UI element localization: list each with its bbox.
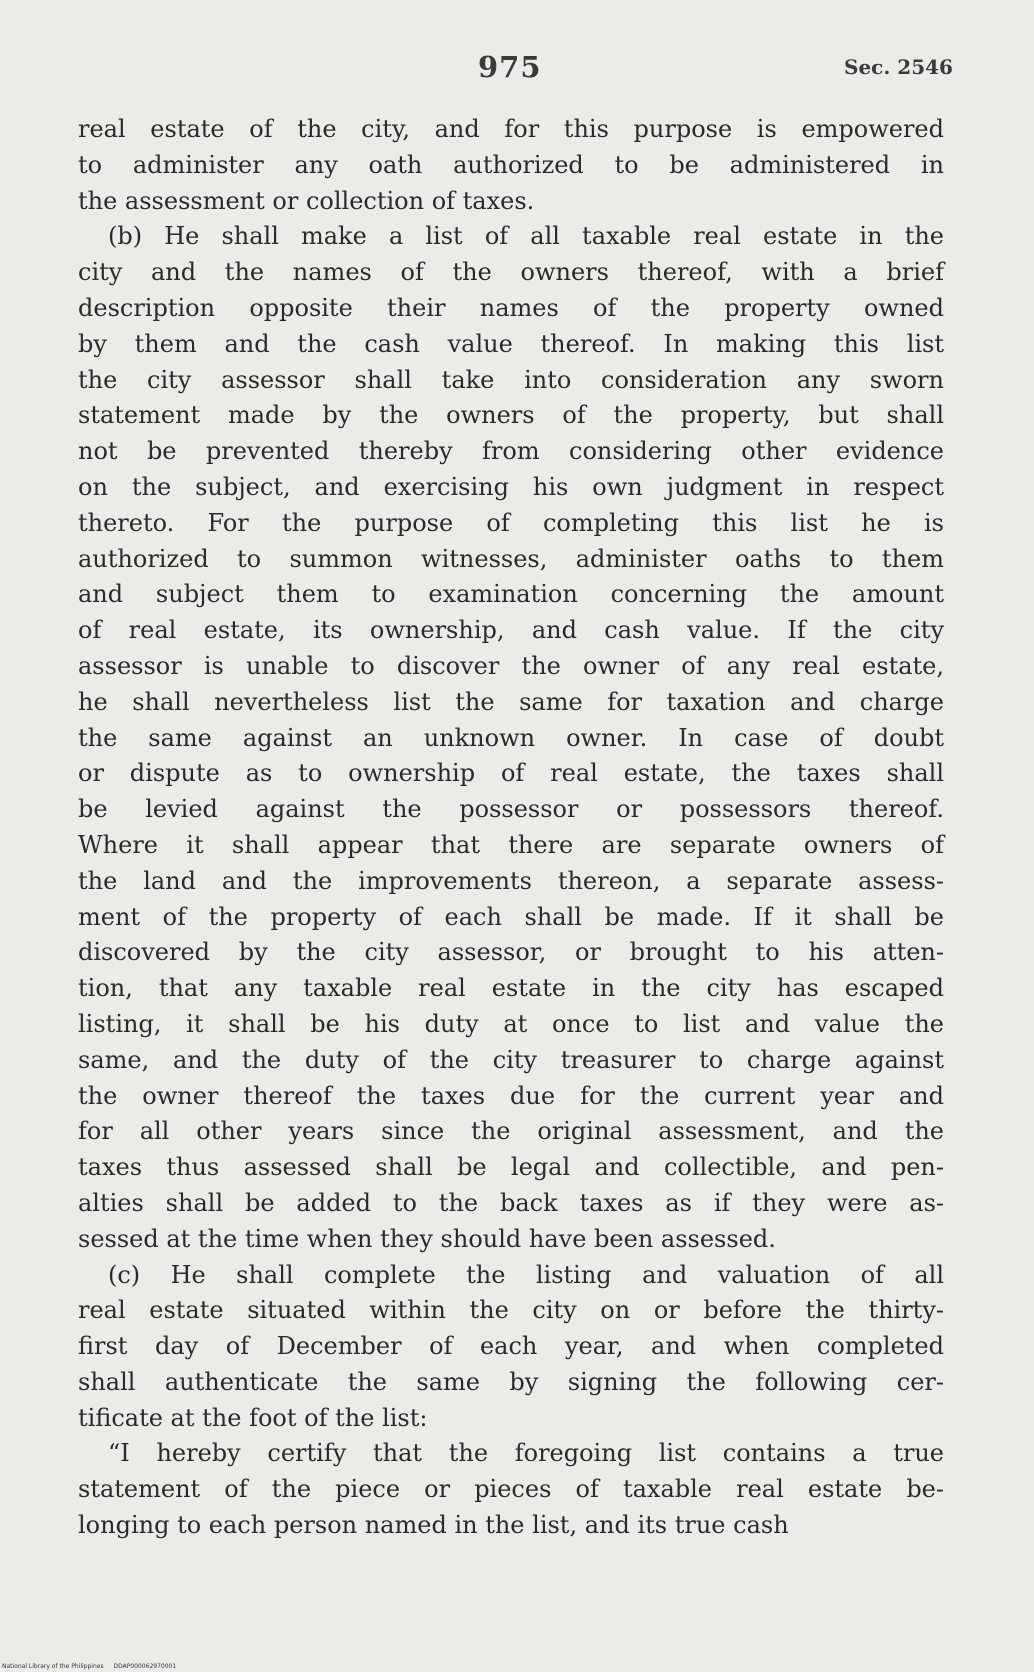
- text-line: and subject them to examination concerning the amount: [78, 580, 944, 609]
- text-line: taxes thus assessed shall be legal and collectible, and pen-: [78, 1153, 944, 1182]
- text-line: be levied against the possessor or possessors thereof.: [78, 795, 944, 824]
- text-line: real estate situated within the city on or before the thirty-: [78, 1296, 944, 1325]
- text-line: thereto. For the purpose of completing this list he is: [78, 508, 944, 537]
- text-line: the same against an unknown owner. In case of doubt: [78, 723, 944, 752]
- text-line: of real estate, its ownership, and cash value. If the city: [78, 616, 944, 645]
- text-line: he shall nevertheless list the same for taxation and charge: [78, 687, 944, 716]
- text-line: the land and the improvements thereon, a separate assess-: [78, 866, 944, 895]
- text-line: or dispute as to ownership of real estate, the taxes shall: [78, 759, 944, 788]
- page-header: [0, 50, 1034, 90]
- text-line: statement of the piece or pieces of taxable real estate be-: [78, 1475, 944, 1504]
- text-line: the city assessor shall take into consideration any sworn: [78, 365, 944, 394]
- text-line: the owner thereof the taxes due for the current year and: [78, 1081, 944, 1110]
- page-footer: [2, 1663, 176, 1670]
- text-line: assessor is unable to discover the owner of any real estate,: [78, 651, 944, 680]
- text-line: same, and the duty of the city treasurer to charge against: [78, 1045, 944, 1074]
- text-line: ment of the property of each shall be made. If it shall be: [78, 902, 944, 931]
- text-line: statement made by the owners of the property, but shall: [78, 401, 944, 430]
- text-line: (b) He shall make a list of all taxable real estate in the: [108, 222, 944, 251]
- text-line: alties shall be added to the back taxes as if they were as-: [78, 1188, 944, 1217]
- text-line: by them and the cash value thereof. In making this list: [78, 329, 944, 358]
- footer-document-id: DDAP000062970001: [113, 1663, 177, 1670]
- text-line: longing to each person named in the list, and its true cash: [78, 1511, 789, 1540]
- text-line: Where it shall appear that there are separate owners of: [78, 830, 944, 859]
- footer-institution: National Library of the Philippines: [2, 1663, 104, 1670]
- section-reference: Sec. 2546: [844, 55, 953, 79]
- text-line: shall authenticate the same by signing the following cer-: [78, 1367, 944, 1396]
- text-line: city and the names of the owners thereof, with a brief: [78, 258, 944, 287]
- text-line: discovered by the city assessor, or brought to his atten-: [78, 938, 944, 967]
- text-line: for all other years since the original assessment, and the: [78, 1117, 944, 1146]
- text-line: (c) He shall complete the listing and valuation of all: [108, 1260, 944, 1289]
- paragraph: [78, 219, 944, 1257]
- paragraph: [78, 1258, 944, 1437]
- body-text: [78, 112, 944, 1544]
- text-line: not be prevented thereby from considering other evidence: [78, 437, 944, 466]
- paragraph: [78, 1436, 944, 1543]
- text-line: on the subject, and exercising his own judgment in respect: [78, 472, 944, 501]
- text-line: listing, it shall be his duty at once to list and value the: [78, 1009, 944, 1038]
- text-line: description opposite their names of the property owned: [78, 293, 944, 322]
- text-line: real estate of the city, and for this purpose is empowered: [78, 115, 944, 143]
- text-line: authorized to summon witnesses, administer oaths to them: [78, 544, 944, 573]
- page-number: 975: [478, 50, 542, 84]
- text-line: “I hereby certify that the foregoing list contains a true: [108, 1439, 944, 1468]
- text-line: sessed at the time when they should have been assessed.: [78, 1224, 776, 1253]
- text-line: to administer any oath authorized to be administered in: [78, 150, 944, 179]
- text-line: first day of December of each year, and when completed: [78, 1332, 944, 1361]
- text-line: tion, that any taxable real estate in the city has escaped: [78, 974, 944, 1003]
- text-line: the assessment or collection of taxes.: [78, 186, 535, 215]
- paragraph: [78, 112, 944, 219]
- text-line: tificate at the foot of the list:: [78, 1403, 428, 1432]
